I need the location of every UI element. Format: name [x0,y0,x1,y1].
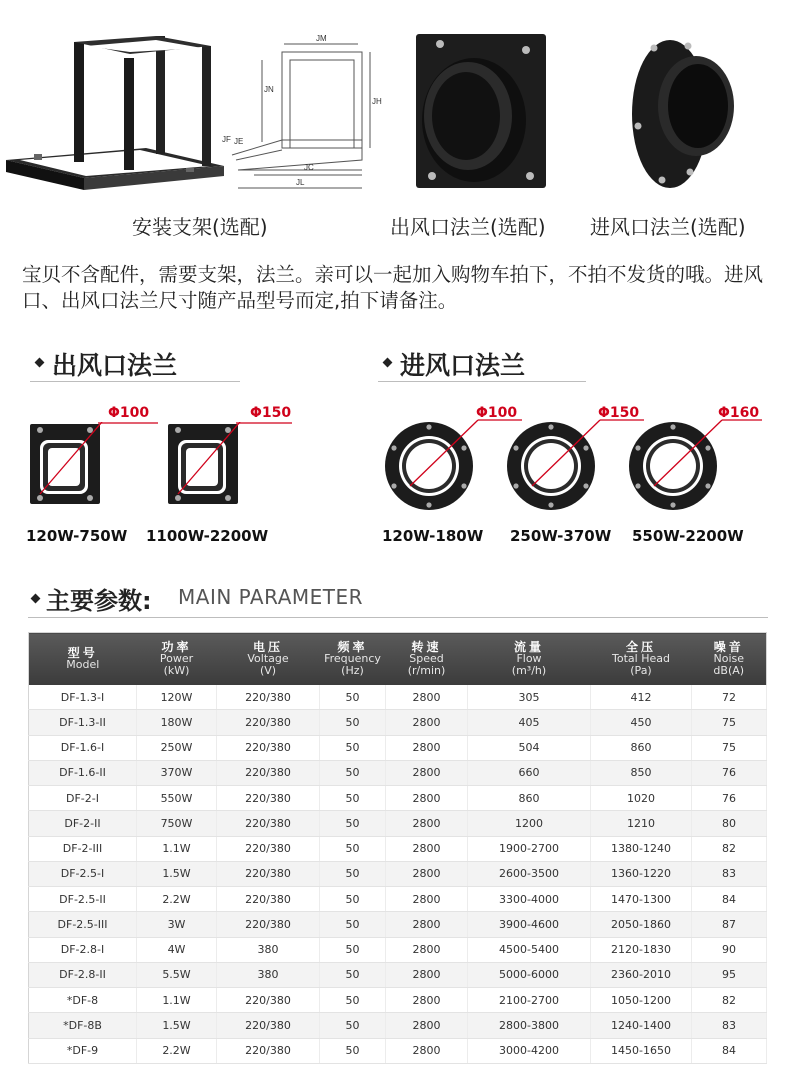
cell-noise: 76 [692,786,767,811]
cell-power: 370W [137,760,217,785]
label-je: JE [234,137,244,146]
cell-speed: 2800 [386,912,468,937]
cell-speed: 2800 [386,887,468,912]
inlet-flange-icon-160 [628,418,764,514]
purchase-note: 宝贝不含配件，需要支架，法兰。亲可以一起加入购物车拍下，不拍不发货的哦。进风口、出风口法兰尺寸随产品型号而定,拍下请备注。 [22,263,764,312]
cell-frequency: 50 [320,811,386,836]
cell-power: 750W [137,811,217,836]
label-jf: JF [222,135,231,144]
cell-total-head: 850 [591,760,692,785]
parameter-table [28,632,767,1064]
inlet-power-range: 120W-180W [382,527,484,545]
cell-total-head: 1240-1400 [591,1013,692,1038]
cell-noise: 72 [692,685,767,710]
cell-total-head: 1360-1220 [591,861,692,886]
cell-frequency: 50 [320,1013,386,1038]
cell-flow: 2600-3500 [468,861,591,886]
inlet-diameter-label: Φ160 [718,405,760,421]
cell-voltage: 220/380 [217,685,320,710]
table-row [29,962,767,987]
cell-speed: 2800 [386,988,468,1013]
col-header-model: 型号 Model [29,633,137,686]
cell-noise: 84 [692,887,767,912]
cell-flow: 1900-2700 [468,836,591,861]
table-row [29,735,767,760]
outlet-section-divider [30,381,240,382]
cell-speed: 2800 [386,861,468,886]
table-row [29,710,767,735]
table-row [29,887,767,912]
label-jn: JN [264,85,274,94]
outlet-power-range: 1100W-2200W [146,527,269,545]
cell-noise: 87 [692,912,767,937]
table-header-row [29,633,767,686]
cell-model: DF-2-II [29,811,137,836]
table-row [29,811,767,836]
cell-power: 250W [137,735,217,760]
cell-power: 550W [137,786,217,811]
cell-total-head: 1210 [591,811,692,836]
cell-model: DF-2-I [29,786,137,811]
cell-voltage: 380 [217,937,320,962]
outlet-section-title: 出风口法兰 [52,351,178,380]
table-row [29,937,767,962]
cell-noise: 80 [692,811,767,836]
inlet-flange-icon-100 [384,418,524,514]
bracket-caption: 安装支架(选配) [132,215,268,239]
cell-speed: 2800 [386,760,468,785]
cell-voltage: 220/380 [217,912,320,937]
cell-total-head: 412 [591,685,692,710]
cell-voltage: 220/380 [217,1038,320,1063]
cell-noise: 75 [692,710,767,735]
outlet-power-range: 120W-750W [26,527,128,545]
outlet-flange-photo [410,30,552,190]
label-jm: JM [316,34,327,43]
cell-frequency: 50 [320,710,386,735]
table-row [29,786,767,811]
col-header-frequency: 频率 Frequency (Hz) [320,633,386,686]
cell-flow: 504 [468,735,591,760]
cell-speed: 2800 [386,937,468,962]
cell-power: 1.1W [137,988,217,1013]
section-bullet [31,594,41,604]
col-header-total-head: 全压 Total Head (Pa) [591,633,692,686]
cell-speed: 2800 [386,685,468,710]
cell-power: 180W [137,710,217,735]
table-row [29,861,767,886]
cell-voltage: 220/380 [217,735,320,760]
cell-frequency: 50 [320,912,386,937]
cell-power: 4W [137,937,217,962]
params-subtitle: MAIN PARAMETER [178,585,364,609]
inlet-flange-caption: 进风口法兰(选配) [590,215,746,239]
cell-power: 3W [137,912,217,937]
cell-model: DF-2.5-II [29,887,137,912]
params-title: 主要参数: [46,587,152,615]
cell-speed: 2800 [386,836,468,861]
cell-frequency: 50 [320,988,386,1013]
cell-model: DF-2-III [29,836,137,861]
cell-frequency: 50 [320,861,386,886]
cell-frequency: 50 [320,786,386,811]
col-header-power: 功率 Power (kW) [137,633,217,686]
cell-power: 120W [137,685,217,710]
label-jh: JH [372,97,382,106]
cell-noise: 83 [692,861,767,886]
col-header-voltage: 电压 Voltage (V) [217,633,320,686]
cell-voltage: 220/380 [217,836,320,861]
cell-flow: 1200 [468,811,591,836]
cell-total-head: 1470-1300 [591,887,692,912]
cell-model: *DF-8 [29,988,137,1013]
cell-total-head: 1050-1200 [591,988,692,1013]
cell-model: DF-2.8-II [29,962,137,987]
inlet-flange-icon-150 [506,418,646,514]
cell-flow: 405 [468,710,591,735]
cell-model: *DF-9 [29,1038,137,1063]
cell-flow: 305 [468,685,591,710]
section-bullet [383,358,393,368]
cell-total-head: 2360-2010 [591,962,692,987]
cell-model: DF-1.6-II [29,760,137,785]
cell-flow: 860 [468,786,591,811]
params-divider [28,617,768,618]
cell-speed: 2800 [386,811,468,836]
cell-noise: 90 [692,937,767,962]
cell-speed: 2800 [386,1013,468,1038]
cell-voltage: 220/380 [217,887,320,912]
cell-voltage: 220/380 [217,988,320,1013]
label-jc: JC [304,163,314,172]
col-header-flow: 流量 Flow (m³/h) [468,633,591,686]
cell-power: 5.5W [137,962,217,987]
cell-power: 1.5W [137,1013,217,1038]
cell-power: 2.2W [137,1038,217,1063]
outlet-diameter-label: Φ100 [108,405,150,421]
table-row [29,836,767,861]
bracket-photo [6,28,224,198]
cell-total-head: 1450-1650 [591,1038,692,1063]
cell-total-head: 1380-1240 [591,836,692,861]
inlet-power-range: 250W-370W [510,527,612,545]
table-row [29,685,767,710]
table-row [29,1013,767,1038]
cell-voltage: 220/380 [217,786,320,811]
table-row [29,760,767,785]
cell-speed: 2800 [386,735,468,760]
cell-power: 2.2W [137,887,217,912]
cell-total-head: 2050-1860 [591,912,692,937]
cell-noise: 75 [692,735,767,760]
cell-model: DF-2.5-III [29,912,137,937]
cell-frequency: 50 [320,1038,386,1063]
inlet-diameter-label: Φ100 [476,405,518,421]
cell-noise: 84 [692,1038,767,1063]
cell-total-head: 860 [591,735,692,760]
cell-model: *DF-8B [29,1013,137,1038]
cell-model: DF-1.3-I [29,685,137,710]
cell-voltage: 220/380 [217,710,320,735]
cell-frequency: 50 [320,937,386,962]
inlet-power-range: 550W-2200W [632,527,744,545]
cell-flow: 3300-4000 [468,887,591,912]
cell-frequency: 50 [320,735,386,760]
cell-model: DF-2.5-I [29,861,137,886]
cell-model: DF-1.6-I [29,735,137,760]
cell-voltage: 220/380 [217,760,320,785]
table-row [29,1038,767,1063]
col-header-speed: 转速 Speed (r/min) [386,633,468,686]
cell-flow: 5000-6000 [468,962,591,987]
inlet-flange-photo [626,34,738,190]
cell-noise: 76 [692,760,767,785]
col-header-noise: 噪音 Noise dB(A) [692,633,767,686]
cell-flow: 4500-5400 [468,937,591,962]
bracket-dimension-drawing [222,30,382,196]
outlet-flange-icon-100 [26,422,106,510]
table-row [29,912,767,937]
cell-voltage: 380 [217,962,320,987]
cell-voltage: 220/380 [217,861,320,886]
cell-flow: 2800-3800 [468,1013,591,1038]
cell-frequency: 50 [320,836,386,861]
cell-voltage: 220/380 [217,811,320,836]
cell-frequency: 50 [320,760,386,785]
cell-speed: 2800 [386,786,468,811]
outlet-diameter-label: Φ150 [250,405,292,421]
inlet-section-divider [378,381,586,382]
cell-power: 1.5W [137,861,217,886]
cell-total-head: 450 [591,710,692,735]
cell-noise: 95 [692,962,767,987]
cell-flow: 3900-4600 [468,912,591,937]
cell-speed: 2800 [386,1038,468,1063]
cell-flow: 3000-4200 [468,1038,591,1063]
cell-speed: 2800 [386,710,468,735]
cell-noise: 82 [692,988,767,1013]
cell-noise: 82 [692,836,767,861]
outlet-flange-icon-150 [164,422,244,510]
cell-total-head: 1020 [591,786,692,811]
inlet-section-title: 进风口法兰 [400,351,526,380]
table-row [29,988,767,1013]
cell-noise: 83 [692,1013,767,1038]
cell-power: 1.1W [137,836,217,861]
cell-model: DF-2.8-I [29,937,137,962]
cell-model: DF-1.3-II [29,710,137,735]
cell-frequency: 50 [320,685,386,710]
inlet-diameter-label: Φ150 [598,405,640,421]
cell-speed: 2800 [386,962,468,987]
label-jl: JL [296,178,305,187]
cell-total-head: 2120-1830 [591,937,692,962]
cell-voltage: 220/380 [217,1013,320,1038]
cell-flow: 2100-2700 [468,988,591,1013]
outlet-flange-caption: 出风口法兰(选配) [390,215,546,239]
cell-flow: 660 [468,760,591,785]
cell-frequency: 50 [320,962,386,987]
section-bullet [35,358,45,368]
cell-frequency: 50 [320,887,386,912]
